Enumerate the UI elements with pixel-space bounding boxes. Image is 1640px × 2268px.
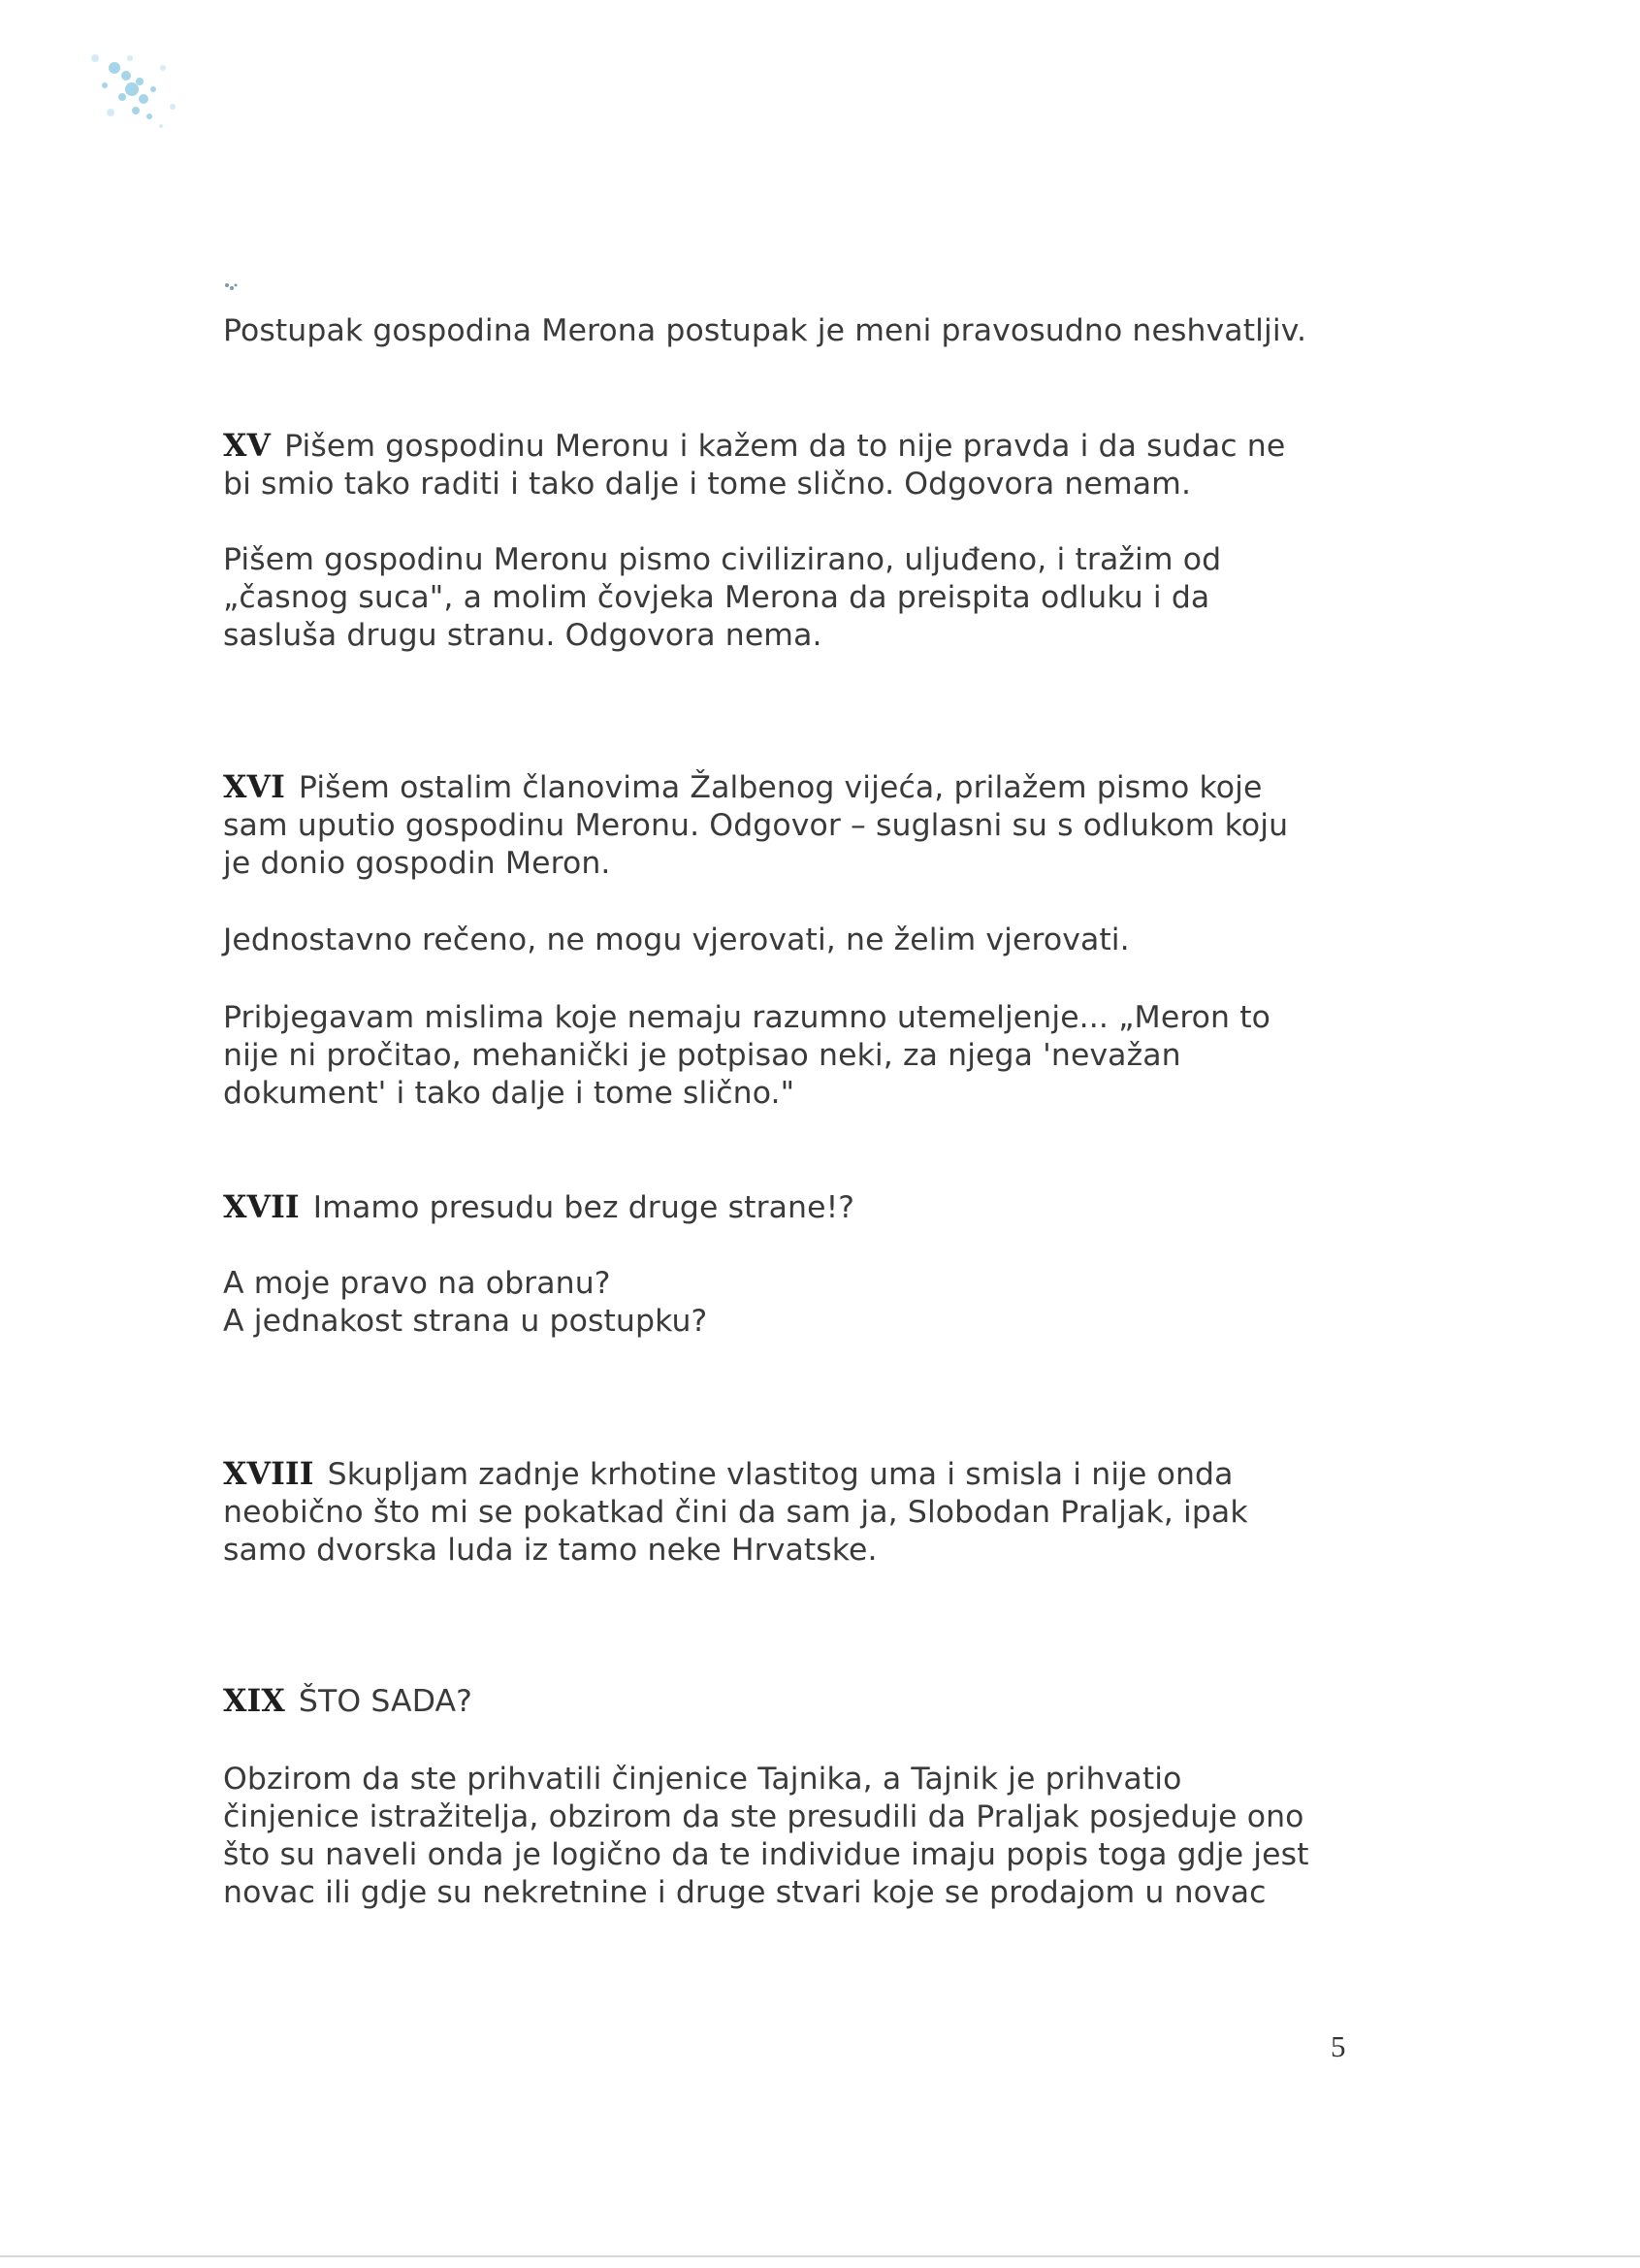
text-line: samo dvorska luda iz tamo neke Hrvatske. xyxy=(223,1533,878,1568)
text-line: Obzirom da ste prihvatili činjenice Tajnika, a Tajnik je prihvatio xyxy=(223,1762,1182,1797)
text-line: A moje pravo na obranu? xyxy=(223,1266,611,1301)
text-line: Postupak gospodina Merona postupak je meni pravosudno neshvatljiv. xyxy=(223,313,1307,348)
section-xviii xyxy=(223,1455,1367,1570)
text-line: neobično što mi se pokatkad čini da sam ja, Slobodan Praljak, ipak xyxy=(223,1495,1248,1530)
text-line: Jednostavno rečeno, ne mogu vjerovati, ne želim vjerovati. xyxy=(223,923,1130,957)
paragraph-thoughts xyxy=(223,999,1367,1113)
text-line: Pišem gospodinu Meronu i kažem da to nije pravda i da sudac ne xyxy=(284,429,1286,464)
text-line: je donio gospodin Meron. xyxy=(223,846,611,881)
text-line: ŠTO SADA? xyxy=(298,1684,472,1719)
text-line: Imamo presudu bez druge strane!? xyxy=(312,1190,855,1225)
text-line: dokument' i tako dalje i tome slično." xyxy=(223,1076,795,1111)
text-line: nije ni pročitao, mehanički je potpisao neki, za njega 'nevažan xyxy=(223,1038,1181,1073)
paragraph-intro xyxy=(223,312,1367,350)
text-line: Skupljam zadnje krhotine vlastitog uma i smisla i nije onda xyxy=(327,1457,1234,1492)
ink-stain-mark xyxy=(76,39,202,146)
section-number: XVIII xyxy=(223,1456,314,1492)
section-xvii xyxy=(223,1188,1367,1227)
section-xix xyxy=(223,1682,1367,1721)
section-number: XIX xyxy=(223,1683,285,1719)
text-line: što su naveli onda je logično da te individue imaju popis toga gdje jest xyxy=(223,1837,1309,1872)
text-line: Pribjegavam mislima koje nemaju razumno utemeljenje... „Meron to xyxy=(223,1000,1271,1035)
scan-edge-line xyxy=(0,2255,1640,2257)
paragraph-conclusion xyxy=(223,1761,1367,1912)
text-line: bi smio tako raditi i tako dalje i tome slično. Odgovora nemam. xyxy=(223,467,1192,502)
paragraph-letter xyxy=(223,541,1367,655)
text-line: A jednakost strana u postupku? xyxy=(223,1304,708,1339)
text-line: sam uputio gospodinu Meronu. Odgovor – suglasni su s odlukom koju xyxy=(223,808,1289,843)
section-number: XV xyxy=(223,428,272,464)
page-number: 5 xyxy=(1331,2029,1346,2063)
ink-speck-mark xyxy=(221,279,241,295)
paragraph-belief xyxy=(223,922,1367,959)
text-line: „časnog suca", a molim čovjeka Merona da preispita odluku i da xyxy=(223,580,1210,615)
text-line: Pišem gospodinu Meronu pismo civilizirano, uljuđeno, i tražim od xyxy=(223,542,1222,577)
text-line: činjenice istražitelja, obzirom da ste presudili da Praljak posjeduje ono xyxy=(223,1799,1304,1834)
paragraph-questions xyxy=(223,1265,1367,1341)
section-number: XVI xyxy=(223,769,285,805)
text-line: Pišem ostalim članovima Žalbenog vijeća, prilažem pismo koje xyxy=(298,770,1263,805)
text-line: sasluša drugu stranu. Odgovora nema. xyxy=(223,618,822,653)
section-xv xyxy=(223,427,1367,503)
section-number: XVII xyxy=(223,1189,300,1225)
section-xvi xyxy=(223,768,1367,883)
text-line: novac ili gdje su nekretnine i druge stvari koje se prodajom u novac xyxy=(223,1875,1267,1910)
